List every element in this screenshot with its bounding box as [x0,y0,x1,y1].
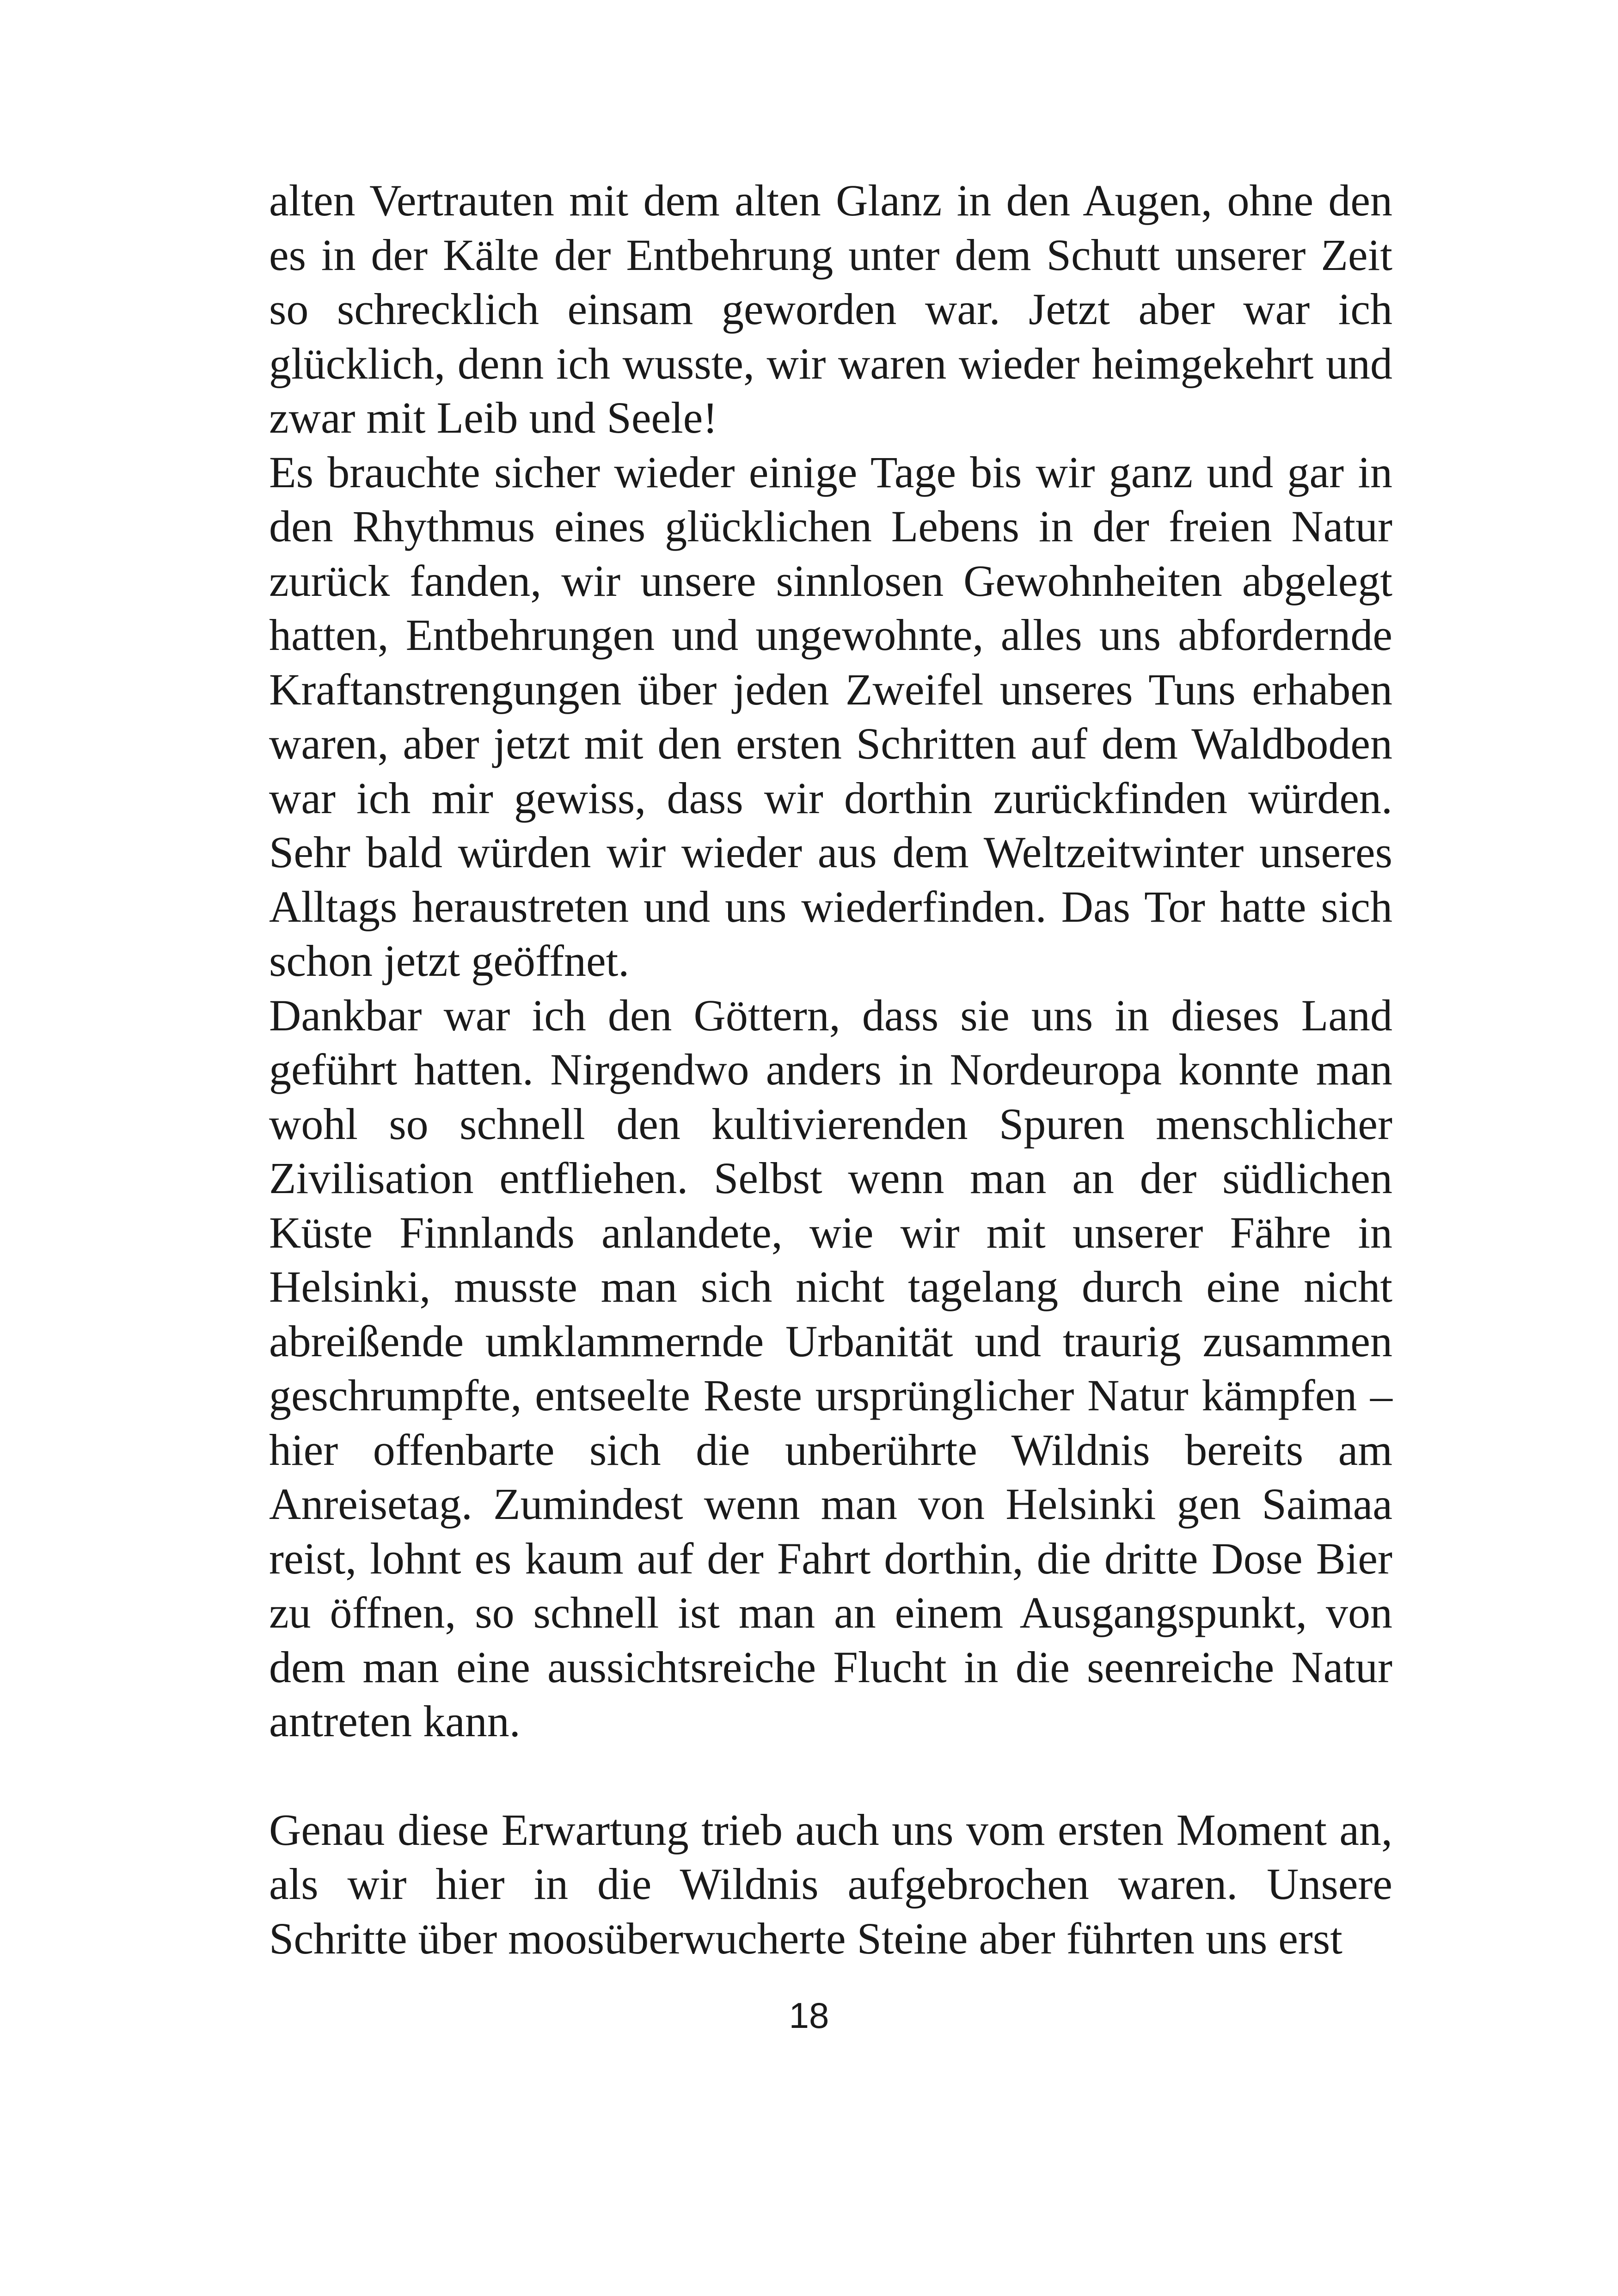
page-number: 18 [789,1995,829,2036]
body-text [269,173,1392,1965]
paragraph-3: Dankbar war ich den Göttern, dass sie uns in dieses Land geführt hatten. Nirgendwo anders in Nordeuropa konnte man wohl so schnell den kultivierenden Spuren menschlicher Zivilisation entfliehen. Selbst wenn man an der südlichen Küste Finnlands anlandete, wie wir mit unserer Fähre in Helsinki, musste man sich nicht tagelang durch eine nicht abreißende umklammernde Urbanität und traurig zusammen geschrumpfte, entseelte Reste ursprünglicher Natur kämpfen – hier offenbarte sich die unberührte Wildnis bereits am Anreisetag. Zumindest wenn man von Helsinki gen Saimaa reist, lohnt es kaum auf der Fahrt dorthin, die dritte Dose Bier zu öffnen, so schnell ist man an einem Ausgangspunkt, von dem man eine aussichtsreiche Flucht in die seenreiche Natur antreten kann. [269,990,1392,1746]
paragraph-1: alten Vertrauten mit dem alten Glanz in den Augen, ohne den es in der Kälte der Entbehrung unter dem Schutt unserer Zeit so schrecklich einsam geworden war. Jetzt aber war ich glücklich, denn ich wusste, wir waren wieder heimgekehrt und zwar mit Leib und Seele! [269,176,1392,442]
paragraph-4: Genau diese Erwartung trieb auch uns vom ersten Moment an, als wir hier in die Wildnis aufgebrochen waren. Unsere Schritte über moosüberwucherte Steine aber führten uns erst [269,1805,1392,1963]
paragraph-2: Es brauchte sicher wieder einige Tage bis wir ganz und gar in den Rhythmus eines glücklichen Lebens in der freien Natur zurück fanden, wir unsere sinnlosen Gewohnheiten abgelegt hatten, Entbehrungen und ungewohnte, alles uns abfordernde Kraftanstrengungen über jeden Zweifel unseres Tuns erhaben waren, aber jetzt mit den ersten Schritten auf dem Waldboden war ich mir gewiss, dass wir dorthin zurückfinden würden. Sehr bald würden wir wieder aus dem Weltzeitwinter unseres Alltags heraustreten und uns wiederfinden. Das Tor hatte sich schon jetzt geöffnet. [269,447,1392,986]
